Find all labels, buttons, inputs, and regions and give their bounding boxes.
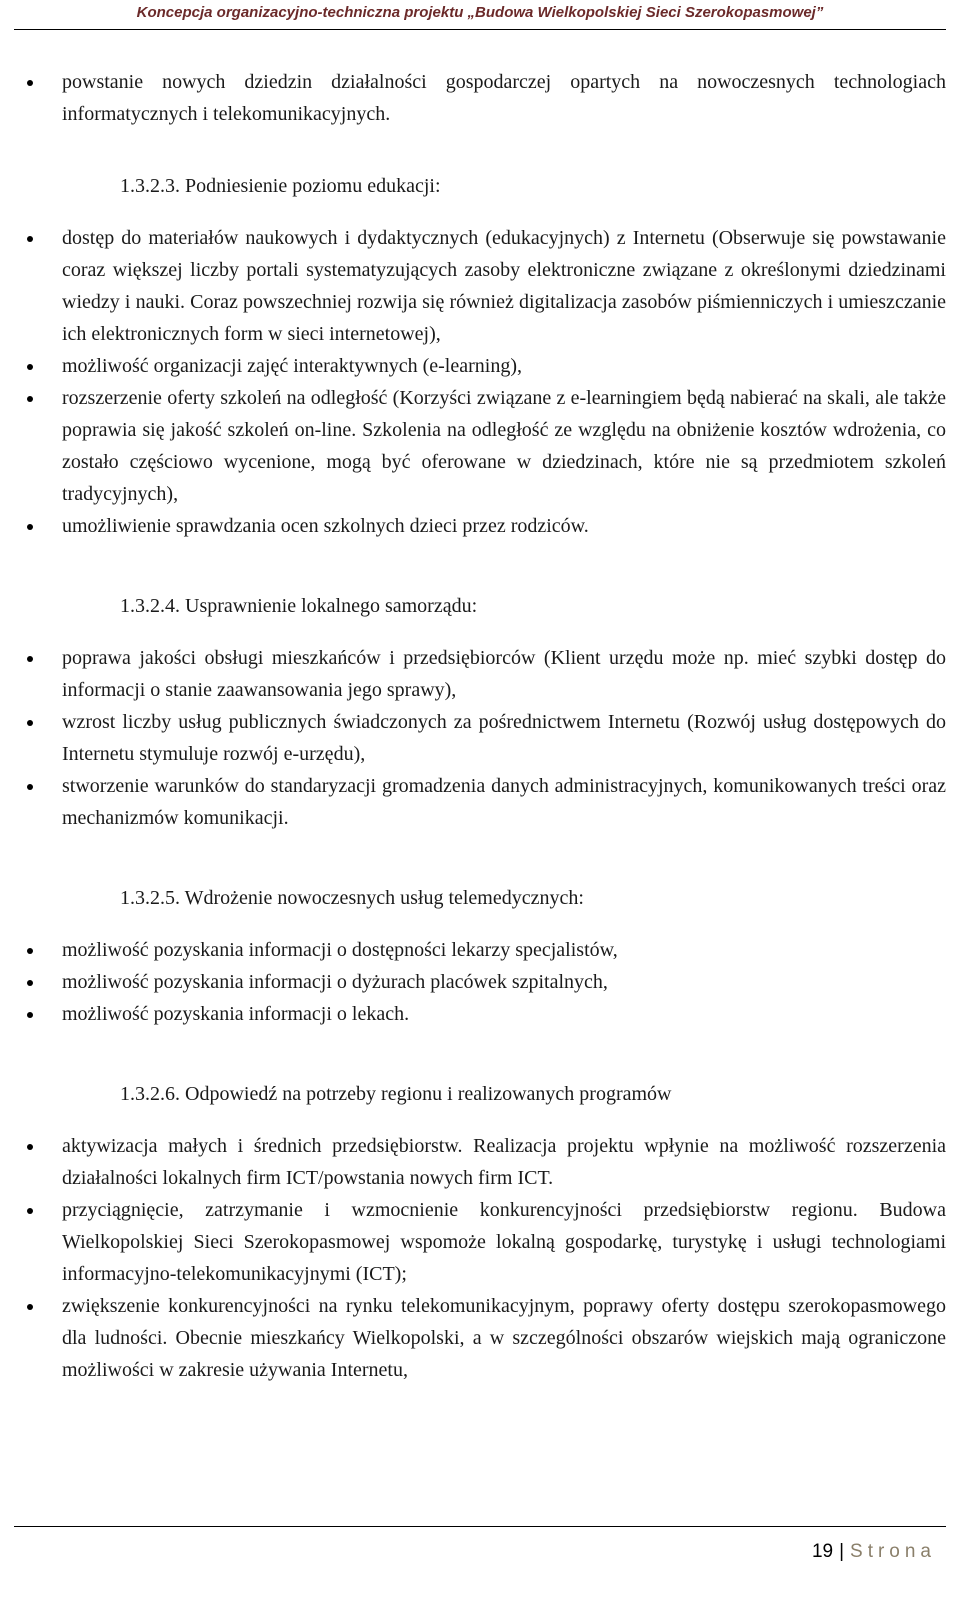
bullet-icon	[27, 784, 33, 790]
section-heading-1-3-2-5: 1.3.2.5. Wdrożenie nowoczesnych usług telemedycznych:	[120, 887, 584, 909]
bullet-icon	[27, 1304, 33, 1310]
list-item: umożliwienie sprawdzania ocen szkolnych dzieci przez rodziców.	[0, 510, 960, 542]
footer-divider	[14, 1526, 946, 1527]
list-item: przyciągnięcie, zatrzymanie i wzmocnienie konkurencyjności przedsiębiorstw regionu. Budowa Wielkopolskiej Sieci Szerokopasmowej wspomoże lokalną gospodarkę, turystykę i usługi technologiami informacyjno-telekomunikacyjnymi (ICT);	[0, 1194, 960, 1290]
footer-separator: |	[839, 1541, 845, 1562]
list-item: zwiększenie konkurencyjności na rynku telekomunikacyjnym, poprawy oferty dostępu szerokopasmowego dla ludności. Obecnie mieszkańcy Wielkopolski, a w szczególności obszarów wiejskich mają ograniczone możliwości w zakresie używania Internetu,	[0, 1290, 960, 1386]
list-item-text: dostęp do materiałów naukowych i dydaktycznych (edukacyjnych) z Internetu (Obserwuje się powstawanie coraz większej liczby portali systematyzujących zasoby elektroniczne związane z określonymi dziedzinami wiedzy i nauki.	[62, 227, 946, 313]
list-item: stworzenie warunków do standaryzacji gromadzenia danych administracyjnych, komunikowanych treści oraz mechanizmów komunikacji.	[0, 770, 960, 834]
intro-list	[0, 66, 960, 130]
bullet-icon	[27, 656, 33, 662]
list-item: aktywizacja małych i średnich przedsiębiorstw. Realizacja projektu wpłynie na możliwość rozszerzenia działalności lokalnych firm ICT/powstania nowych firm ICT.	[0, 1130, 960, 1194]
bullet-icon	[27, 948, 33, 954]
list-item: wzrost liczby usług publicznych świadczonych za pośrednictwem Internetu (Rozwój usług dostępowych do Internetu stymuluje rozwój e-urzędu),	[0, 706, 960, 770]
page-footer	[812, 1541, 936, 1563]
list-item: rozszerzenie oferty szkoleń na odległość (Korzyści związane z e-learningiem będą nabierać na skali, ale także poprawia się jakość szkoleń on-line. Szkolenia na odległość ze względu na obniżenie kosztów wdrożenia, co zostało częściowo wycenione, mogą być oferowane w dziedzinach, które nie są przedmiotem szkoleń tradycyjnych),	[0, 382, 960, 510]
list-item-text: Coraz powszechniej rozwija się również digitalizacja zasobów piśmienniczych i umieszczanie ich elektronicznych form w sieci internetowej),	[62, 291, 947, 345]
page-body	[0, 66, 960, 1386]
bullet-icon	[27, 980, 33, 986]
list-item: powstanie nowych dziedzin działalności gospodarczej opartych na nowoczesnych technologiach informatycznych i telekomunikacyjnych.	[0, 66, 960, 130]
bullet-icon	[27, 364, 33, 370]
list-item: możliwość organizacji zajęć interaktywnych (e-learning),	[0, 350, 960, 382]
section-heading-1-3-2-4: 1.3.2.4. Usprawnienie lokalnego samorządu:	[120, 595, 478, 617]
bullet-icon	[27, 524, 33, 530]
bullet-icon	[27, 720, 33, 726]
section-heading-1-3-2-3: 1.3.2.3. Podniesienie poziomu edukacji:	[120, 175, 441, 197]
list-item	[0, 222, 960, 350]
bullet-icon	[27, 80, 33, 86]
page-label: Strona	[850, 1541, 936, 1562]
regional-needs-list	[0, 1130, 960, 1386]
list-item: możliwość pozyskania informacji o dostępności lekarzy specjalistów,	[0, 934, 960, 966]
bullet-icon	[27, 1012, 33, 1018]
bullet-icon	[27, 1144, 33, 1150]
running-header: Koncepcja organizacyjno-techniczna projektu „Budowa Wielkopolskiej Sieci Szerokopasmowej”	[136, 4, 824, 21]
list-item: poprawa jakości obsługi mieszkańców i przedsiębiorców (Klient urzędu może np. mieć szybki dostęp do informacji o stanie zaawansowania jego sprawy),	[0, 642, 960, 706]
bullet-icon	[27, 236, 33, 242]
bullet-icon	[27, 1208, 33, 1214]
education-list	[0, 222, 960, 542]
header-divider	[14, 29, 946, 30]
telemedicine-list	[0, 934, 960, 1030]
list-item: możliwość pozyskania informacji o dyżurach placówek szpitalnych,	[0, 966, 960, 998]
list-item: możliwość pozyskania informacji o lekach.	[0, 998, 960, 1030]
bullet-icon	[27, 396, 33, 402]
local-government-list	[0, 642, 960, 834]
section-heading-1-3-2-6: 1.3.2.6. Odpowiedź na potrzeby regionu i realizowanych programów	[120, 1083, 672, 1105]
page-number: 19	[811, 1541, 834, 1562]
